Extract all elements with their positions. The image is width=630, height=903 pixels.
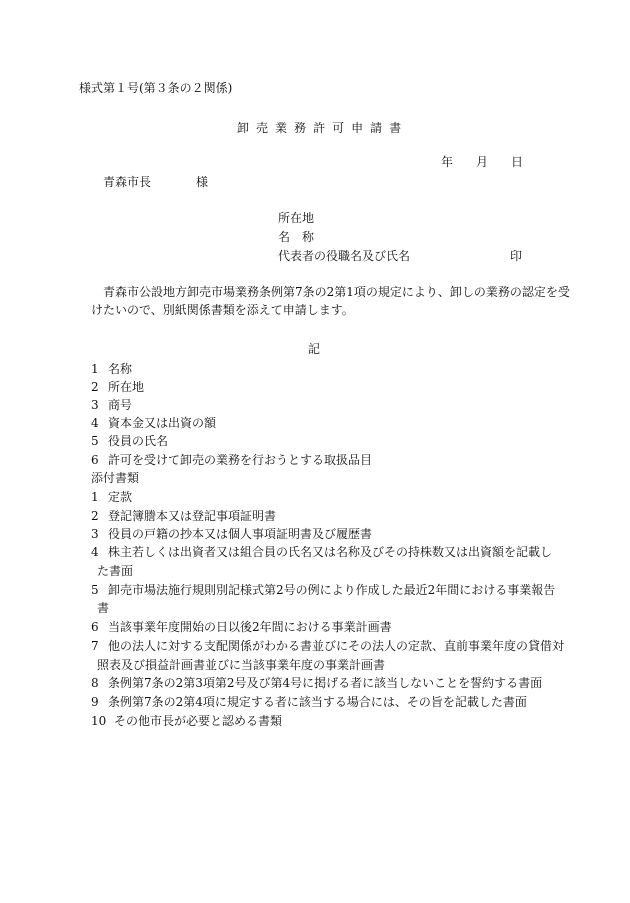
addressee-honorific: 様 xyxy=(196,175,209,189)
attachment-continuation: た書面 xyxy=(97,564,134,578)
seal-mark: 印 xyxy=(510,249,523,263)
attachment-item xyxy=(91,640,564,652)
attachment-number: 8 xyxy=(91,676,99,690)
item-number: 4 xyxy=(91,416,99,430)
attachments-heading: 添付書類 xyxy=(91,471,140,485)
title-char: 業 xyxy=(275,121,288,135)
attachment-number: 4 xyxy=(91,545,99,559)
attachment-text: 他の法人に対する支配関係がわかる書並びにその法人の定款、直前事業年度の貸借対 xyxy=(108,639,565,653)
attachment-item xyxy=(91,491,132,503)
attachment-item xyxy=(91,528,372,540)
attachment-text: 登記簿謄本又は登記事項証明書 xyxy=(108,509,277,523)
attachment-item xyxy=(91,696,527,708)
date-year: 年 xyxy=(441,155,454,169)
attachment-item xyxy=(91,715,282,727)
item-text: 商号 xyxy=(108,398,133,412)
applicant-name-label: 名 称 xyxy=(278,230,315,244)
applicant-representative-label: 代表者の役職名及び氏名 xyxy=(278,249,411,263)
document-title xyxy=(237,122,408,134)
attachment-number: 10 xyxy=(91,714,107,728)
attachment-continuation: 照表及び損益計画書並びに当該事業年度の事業計画書 xyxy=(97,658,386,672)
attachment-number: 7 xyxy=(91,639,99,653)
list-item xyxy=(91,454,372,466)
ki-heading: 記 xyxy=(308,342,321,356)
date-day: 日 xyxy=(511,155,524,169)
title-char: 務 xyxy=(294,121,307,135)
item-text: 名称 xyxy=(108,362,133,376)
title-char: 可 xyxy=(332,121,345,135)
attachment-text: 役員の戸籍の抄本又は個人事項証明書及び履歴書 xyxy=(108,527,373,541)
item-text: 役員の氏名 xyxy=(108,434,169,448)
addressee-name: 青森市長 xyxy=(103,175,152,189)
attachment-item xyxy=(91,677,542,689)
attachment-continuation: 書 xyxy=(97,601,110,615)
item-number: 3 xyxy=(91,398,99,412)
attachment-number: 9 xyxy=(91,695,99,709)
title-char: 卸 xyxy=(237,121,250,135)
attachment-number: 3 xyxy=(91,527,99,541)
attachment-item xyxy=(91,584,555,596)
attachment-item xyxy=(91,546,552,558)
attachment-text: 定款 xyxy=(108,490,133,504)
attachment-text: 当該事業年度開始の日以後2年間における事業計画書 xyxy=(108,620,392,634)
form-label: 様式第１号(第３条の２関係) xyxy=(79,81,233,95)
date-month: 月 xyxy=(476,155,489,169)
list-item xyxy=(91,435,168,447)
attachment-text: その他市長が必要と認める書類 xyxy=(114,714,283,728)
item-number: 2 xyxy=(91,380,99,394)
attachment-number: 5 xyxy=(91,583,99,597)
title-char: 請 xyxy=(370,121,383,135)
list-item xyxy=(91,399,132,411)
attachment-item xyxy=(91,510,276,522)
item-number: 6 xyxy=(91,453,99,467)
title-char: 売 xyxy=(256,121,269,135)
attachment-item xyxy=(91,621,392,633)
title-char: 許 xyxy=(313,121,326,135)
attachment-text: 条例第7条の2第4項に規定する者に該当する場合には、その旨を記載した書面 xyxy=(108,695,527,709)
attachment-number: 6 xyxy=(91,620,99,634)
attachment-text: 条例第7条の2第3項第2号及び第4号に掲げる者に該当しないことを誓約する書面 xyxy=(108,676,543,690)
item-text: 所在地 xyxy=(108,380,145,394)
item-number: 1 xyxy=(91,362,99,376)
attachment-text: 株主若しくは出資者又は組合員の氏名又は名称及びその持株数又は出資額を記載し xyxy=(108,545,553,559)
item-text: 資本金又は出資の額 xyxy=(108,416,217,430)
item-text: 許可を受けて卸売の業務を行おうとする取扱品目 xyxy=(108,453,373,467)
list-item xyxy=(91,363,132,375)
applicant-address-label: 所在地 xyxy=(278,211,315,225)
list-item xyxy=(91,417,216,429)
title-char: 申 xyxy=(351,121,364,135)
attachment-number: 2 xyxy=(91,509,99,523)
list-item xyxy=(91,381,144,393)
attachment-text: 卸売市場法施行規則別記様式第2号の例により作成した最近2年間における事業報告 xyxy=(108,583,556,597)
item-number: 5 xyxy=(91,434,99,448)
body-line-1: 青森市公設地方卸売市場業務条例第7条の2第1項の規定により、卸しの業務の認定を受 xyxy=(103,285,570,299)
attachment-number: 1 xyxy=(91,490,99,504)
body-line-2: けたいので、別紙関係書類を添えて申請します。 xyxy=(91,303,354,317)
title-char: 書 xyxy=(389,121,402,135)
